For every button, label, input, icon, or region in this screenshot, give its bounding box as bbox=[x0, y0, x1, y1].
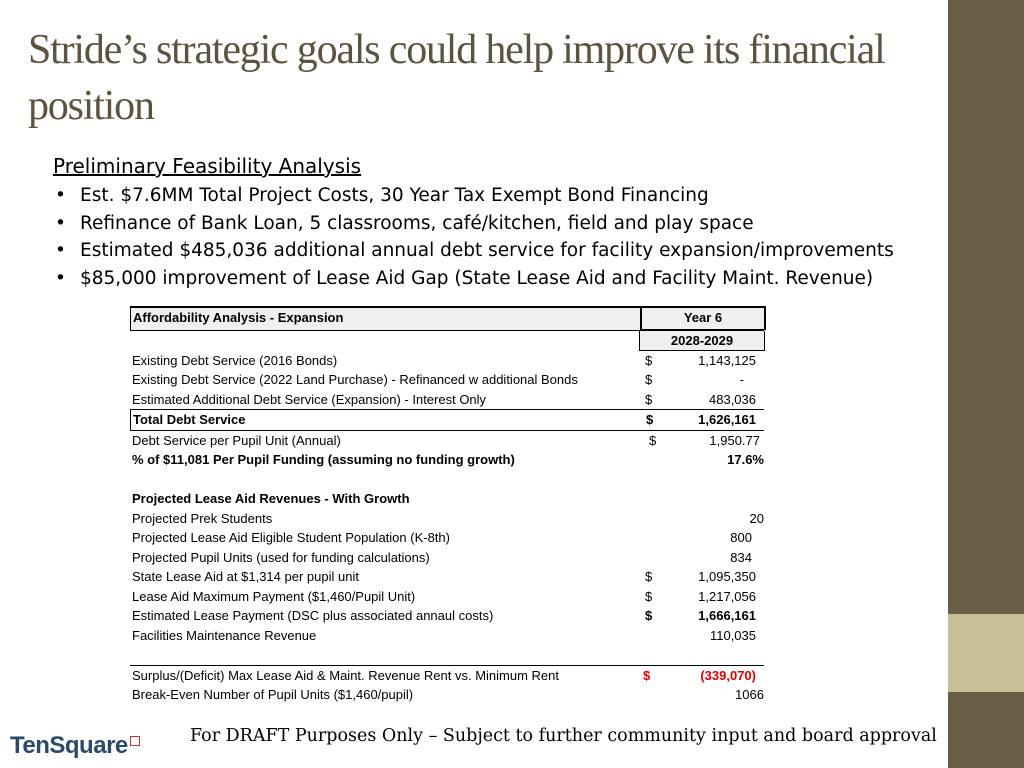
bullet-item: • $85,000 improvement of Lease Aid Gap (State Lease Aid and Facility Maint. Revenue) bbox=[53, 265, 933, 293]
bullet-list bbox=[53, 182, 933, 292]
bullet-dot: • bbox=[55, 185, 66, 206]
bullet-item: • Estimated $485,036 additional annual debt service for facility expansion/improvements bbox=[53, 237, 933, 265]
side-accent-block bbox=[948, 614, 1024, 692]
tensquare-logo: TenSquare bbox=[10, 732, 140, 760]
table-row: Facilities Maintenance Revenue 110,035 bbox=[132, 627, 756, 643]
table-row: Debt Service per Pupil Unit (Annual) $ 1,950.77 bbox=[132, 432, 760, 448]
table-row: Projected Lease Aid Eligible Student Population (K-8th) 800 bbox=[132, 530, 752, 545]
breakeven-row: Break-Even Number of Pupil Units ($1,460/pupil) 1066 bbox=[132, 687, 764, 702]
section-title-row: Projected Lease Aid Revenues - With Growth bbox=[132, 491, 410, 506]
side-decorative-bar bbox=[948, 0, 1024, 768]
year-header: Year 6 bbox=[640, 306, 766, 330]
table-row: % of $11,081 Per Pupil Funding (assuming no funding growth) 17.6% bbox=[132, 452, 764, 467]
table-header-label: Affordability Analysis - Expansion bbox=[133, 310, 344, 325]
deficit-value: (339,070) bbox=[700, 667, 756, 683]
bullet-dot: • bbox=[55, 212, 66, 234]
table-row: Existing Debt Service (2016 Bonds) $ 1,143,125 bbox=[132, 352, 756, 368]
section-subtitle: Preliminary Feasibility Analysis bbox=[53, 154, 362, 178]
logo-square-icon bbox=[130, 736, 140, 746]
table-spacer bbox=[130, 645, 764, 665]
table-row: Projected Pupil Units (used for funding calculations) 834 bbox=[132, 549, 752, 565]
deficit-dollar: $ bbox=[643, 667, 651, 683]
table-row: Lease Aid Maximum Payment ($1,460/Pupil Unit) $ 1,217,056 bbox=[132, 588, 756, 604]
year-range-row bbox=[130, 331, 764, 351]
bullet-item: • Refinance of Bank Loan, 5 classrooms, café/kitchen, field and play space bbox=[53, 210, 933, 238]
total-debt-row: Total Debt Service $ 1,626,161 bbox=[130, 410, 764, 431]
table-row: Estimated Additional Debt Service (Expansion) - Interest Only $ 483,036 bbox=[130, 390, 764, 411]
surplus-row: Surplus/(Deficit) Max Lease Aid & Maint. Revenue Rent vs. Minimum Rent $ (339,070) bbox=[130, 665, 764, 686]
bullet-dot: • bbox=[55, 240, 66, 261]
table-spacer bbox=[130, 470, 764, 490]
bullet-item: • Est. $7.6MM Total Project Costs, 30 Year Tax Exempt Bond Financing bbox=[53, 182, 933, 210]
slide-title: Stride’s strategic goals could help improve its financial position bbox=[28, 27, 885, 129]
table-row: Existing Debt Service (2022 Land Purchase) - Refinanced w additional Bonds $ - bbox=[132, 372, 744, 387]
bullet-dot: • bbox=[55, 267, 66, 289]
affordability-table bbox=[130, 306, 764, 705]
table-header-row bbox=[130, 306, 764, 331]
table-row: Estimated Lease Payment (DSC plus associated annaul costs) $ 1,666,161 bbox=[132, 608, 756, 623]
table-row: Projected Prek Students 20 bbox=[132, 510, 764, 526]
table-row: State Lease Aid at $1,314 per pupil unit $ 1,095,350 bbox=[132, 569, 756, 584]
year-range: 2028-2029 bbox=[639, 331, 765, 351]
draft-footer-note: For DRAFT Purposes Only – Subject to further community input and board approval bbox=[190, 726, 937, 746]
